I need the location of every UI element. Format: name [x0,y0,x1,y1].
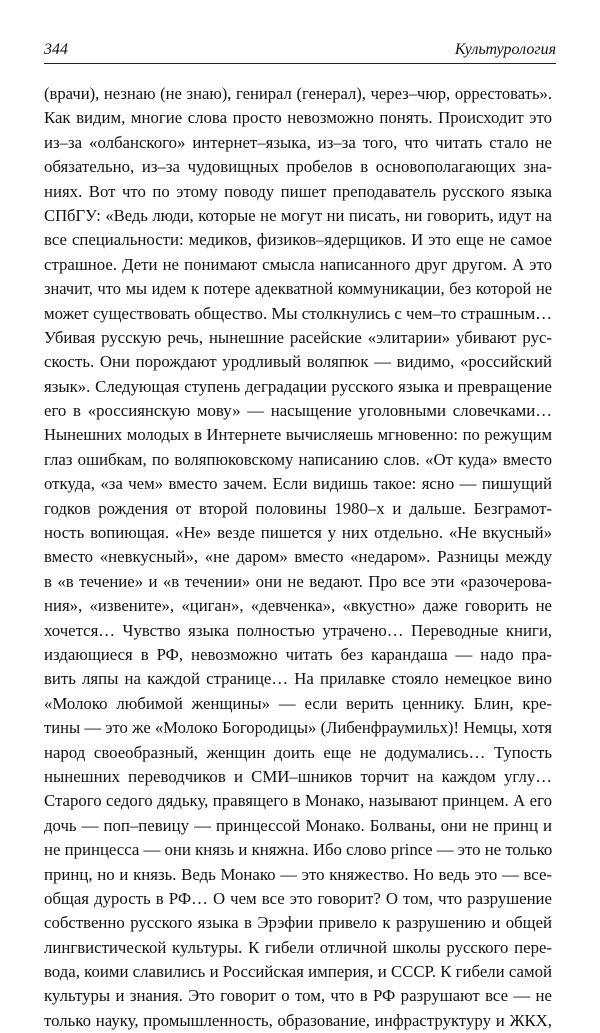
text-line: глаз ошибкам, по воляпюковскому написанию слов. «От куда» вместо [44,449,552,469]
text-line: общая дурость в РФ… О чем все это говорит? О том, что разрушение [44,888,552,908]
body-text [44,82,552,1033]
text-line: Старого седого дядьку, правящего в Монако, называют принцем. А его [44,791,552,811]
text-line: откуда, «за чем» вместо зачем. Если видишь такое: ясно — пишущий [44,474,552,494]
text-line: из–за «олбанского» интернет–языка, из–за того, что читать стало не [44,132,552,152]
text-line: дочь — поп–певицу — принцессой Монако. Болваны, они не принц и [44,815,552,835]
text-line: тины — это же «Молоко Богородицы» (Либенфраумильх)! Немцы, хотя [44,718,552,738]
text-line: вместо «невкусный», «не даром» вместо «недаром». Разницы между [44,547,552,567]
header-rule [44,63,556,64]
text-line: язык». Следующая ступень деградации русского языка и превращение [44,376,552,396]
text-line: хочется… Чувство языка полностью утрачено… Переводные книги, [44,620,552,640]
text-line: может существовать общество. Мы столкнулись с чем–то страшным… [44,303,552,323]
text-line: собственно русского языка в Эрэфии привело к разрушению и общей [44,913,552,933]
text-line: страшное. Дети не понимают смысла написанного друг другом. А это [44,254,552,274]
text-line: ния», «извените», «циган», «девченка», «вкустно» даже говорить не [44,596,552,616]
text-line: Убивая русскую речь, нынешние расейские «элитарии» убивают рус- [44,327,552,347]
text-line: СПбГУ: «Ведь люди, которые не могут ни писать, ни говорить, идут на [44,205,552,225]
running-title: Культурология [454,41,556,58]
text-line: народ своеобразный, женщин доить еще не додумались… Тупость [44,742,552,762]
text-line: нынешних переводчиков и СМИ–шников торчит на каждом углу… [44,766,552,786]
text-line: его в «россиянскую мову» — насыщение уголовными словечками… [44,401,552,421]
text-line: значит, что мы идем к потере адекватной коммуникации, без которой не [44,279,552,299]
text-line: ность вопиющая. «Не» везде пишется у них отдельно. «Не вкусный» [44,523,552,543]
text-line: вить ляпы на каждой странице… На прилавке стояло немецкое вино [44,669,552,689]
text-line: только науку, промышленность, образование, инфраструктуру и ЖКХ, [44,1010,552,1030]
text-line: лингвистической культуры. К гибели отличной школы русского пере- [44,937,552,957]
text-line: вода, коими славились и Российская империя, и СССР. К гибели самой [44,962,552,982]
text-line: скость. Они порождают уродливый воляпюк — видимо, «российский [44,352,552,372]
text-line: издающиеся в РФ, невозможно читать без карандаша — надо пра- [44,644,552,664]
text-line: не принцесса — они князь и княжна. Ибо слово prince — это не только [44,840,553,860]
text-line: «Молоко любимой женщины» — если верить ценнику. Блин, кре- [44,693,552,713]
text-line: все специальности: медиков, физиков–ядерщиков. И это еще не самое [44,230,552,250]
page-header [44,30,556,64]
text-line: Как видим, многие слова просто невозможно понять. Происходит это [44,108,552,128]
text-line: ниях. Вот что по этому поводу пишет преподаватель русского языка [44,181,552,201]
text-line: принц, но и князь. Ведь Монако — это княжество. Но ведь это — все- [44,864,552,884]
text-line: в «в течение» и «в течении» они не ведают. Про все эти «разочерова- [44,571,552,591]
text-line: обязательно, из–за чудовищных пробелов в основополагающих зна- [44,157,552,177]
page-number: 344 [44,41,68,58]
text-line: годков рождения от второй половины 1980–х и дальше. Безграмот- [44,498,552,518]
text-line: (врачи), незнаю (не знаю), генирал (генерал), через–чюр, оррестовать». [44,84,552,103]
text-line: культуры и знания. Это говорит о том, что в РФ разрушают все — не [44,986,552,1006]
text-line: Нынешних молодых в Интернете вычисляешь мгновенно: по режущим [44,425,552,445]
